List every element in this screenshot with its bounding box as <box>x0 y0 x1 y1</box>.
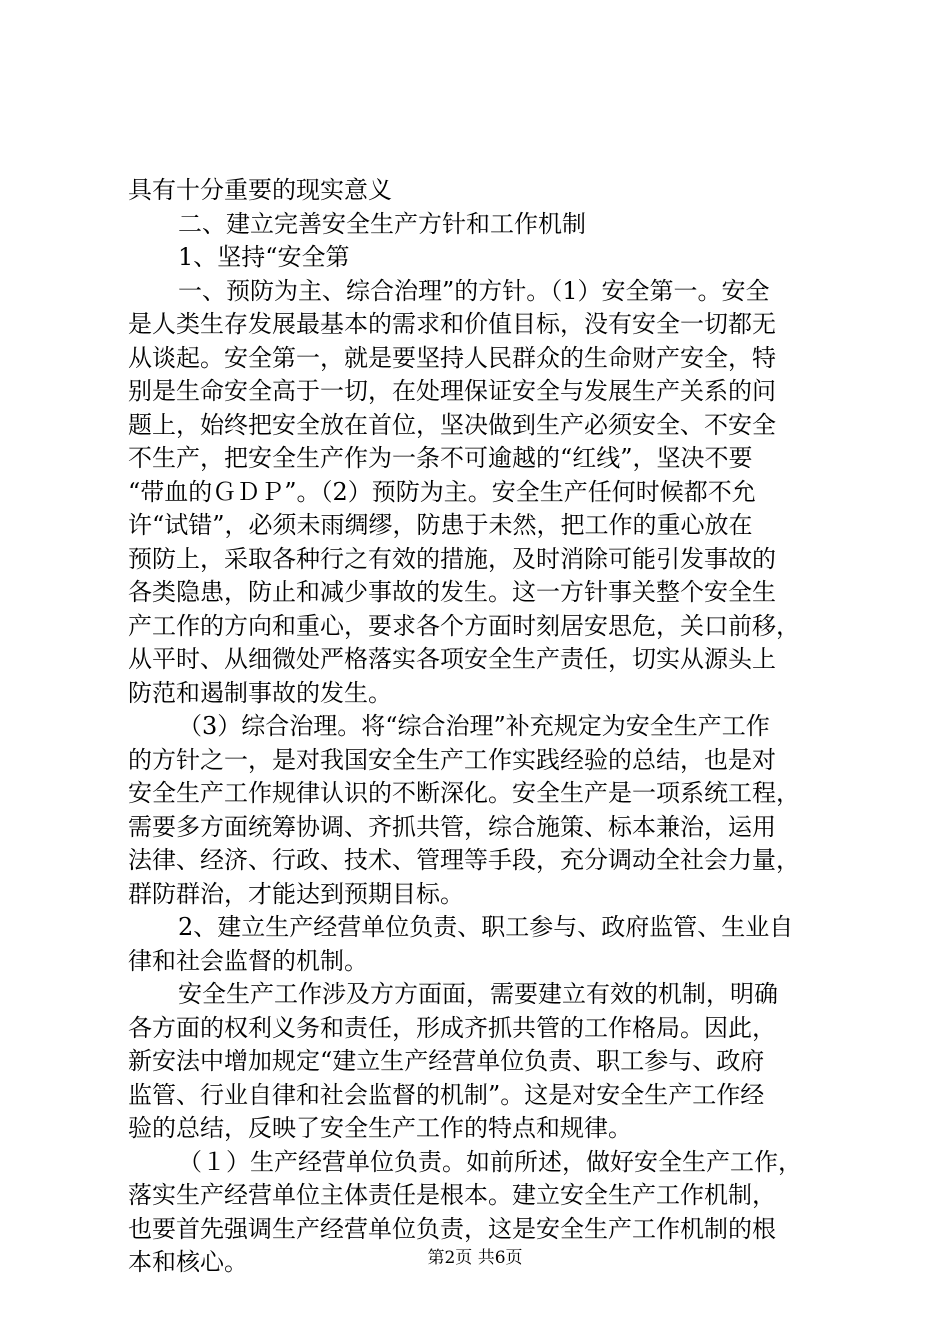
text-line: “带血的ＧＤＰ”。（2）预防为主。安全生产任何时候都不允 <box>128 477 756 506</box>
page-footer: 第2页 共6页 <box>427 1248 523 1268</box>
text-line: 预防上，采取各种行之有效的措施，及时消除可能引发事故的 <box>128 544 776 573</box>
text-line: 需要多方面统筹协调、齐抓共管，综合施策、标本兼治，运用 <box>128 812 776 841</box>
text-line: 1、坚持“安全第 <box>178 243 350 271</box>
text-line: 监管、行业自律和社会监督的机制”。这是对安全生产工作经 <box>128 1080 765 1109</box>
text-line: 产工作的方向和重心，要求各个方面时刻居安思危，关口前移， <box>128 611 800 640</box>
text-line: 落实生产经营单位主体责任是根本。建立安全生产工作机制， <box>128 1181 776 1209</box>
text-line: 从谈起。安全第一，就是要坚持人民群众的生命财产安全，特 <box>128 343 776 372</box>
text-line: 安全生产工作涉及方方面面，需要建立有效的机制，明确 <box>178 980 778 1008</box>
text-line: 各类隐患，防止和减少事故的发生。这一方针事关整个安全生 <box>128 578 776 606</box>
text-line: 别是生命安全高于一切，在处理保证安全与发展生产关系的问 <box>128 377 776 405</box>
text-line: 新安法中增加规定“建立生产经营单位负责、职工参与、政府 <box>128 1047 765 1075</box>
text-line: 二、建立完善安全生产方针和工作机制 <box>178 209 586 238</box>
text-line: 群防群治，才能达到预期目标。 <box>128 879 464 908</box>
text-line: 具有十分重要的现实意义 <box>128 176 392 204</box>
text-line: 律和社会监督的机制。 <box>128 946 368 975</box>
text-line: （3）综合治理。将“综合治理”补充规定为安全生产工作 <box>178 712 770 740</box>
text-line: 法律、经济、行政、技术、管理等手段，充分调动全社会力量， <box>128 846 800 874</box>
text-line: （１）生产经营单位负责。如前所述，做好安全生产工作， <box>178 1147 802 1176</box>
text-line: 防范和遏制事故的发生。 <box>128 678 392 707</box>
text-line: 题上，始终把安全放在首位，坚决做到生产必须安全、不安全 <box>128 410 776 439</box>
text-line: 2、建立生产经营单位负责、职工参与、政府监管、生业自 <box>178 913 794 941</box>
text-line: 从平时、从细微处严格落实各项安全生产责任，切实从源头上 <box>128 645 776 673</box>
text-line: 也要首先强调生产经营单位负责，这是安全生产工作机制的根 <box>128 1214 776 1243</box>
text-line: 不生产，把安全生产作为一条不可逾越的“红线”，坚决不要 <box>128 444 753 472</box>
text-line: 安全生产工作规律认识的不断深化。安全生产是一项系统工程， <box>128 779 800 807</box>
text-line: 本和核心。 <box>128 1248 248 1276</box>
text-line: 的方针之一，是对我国安全生产工作实践经验的总结，也是对 <box>128 745 776 774</box>
text-line: 各方面的权利义务和责任，形成齐抓共管的工作格局。因此， <box>128 1013 776 1042</box>
text-line: 是人类生存发展最基本的需求和价值目标，没有安全一切都无 <box>128 310 776 338</box>
document-body <box>128 174 832 1280</box>
text-line: 一、预防为主、综合治理”的方针。（1）安全第一。安全 <box>178 276 770 305</box>
text-line: 许“试错”，必须未雨绸缪，防患于未然，把工作的重心放在 <box>128 511 753 539</box>
text-line: 验的总结，反映了安全生产工作的特点和规律。 <box>128 1114 632 1142</box>
